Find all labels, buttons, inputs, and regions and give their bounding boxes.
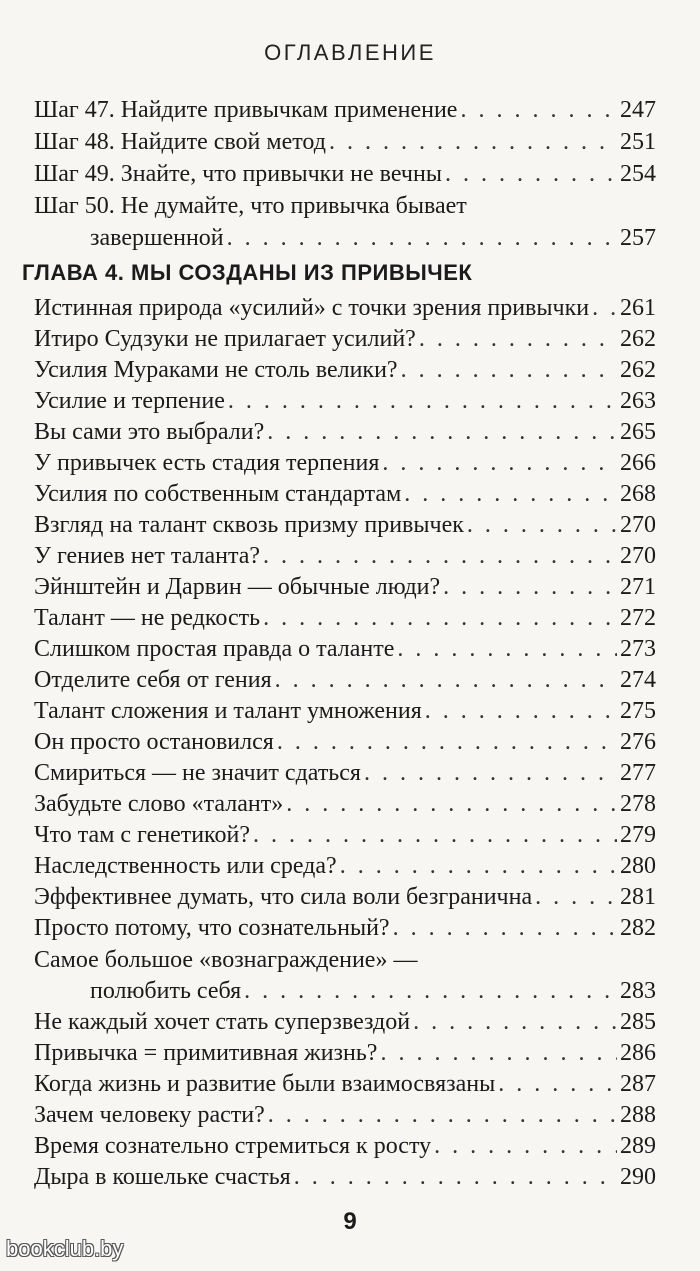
- leader-dots: [244, 976, 617, 1006]
- toc-entry-title: Усилие и терпение: [34, 388, 225, 414]
- watermark: bookclub.by: [6, 1236, 124, 1261]
- toc-entry-title: Когда жизнь и развитие были взаимосвязаны: [34, 1071, 496, 1097]
- toc-entry-page: 251: [620, 129, 656, 155]
- leader-dots: [228, 386, 617, 416]
- toc-entry-page: 254: [620, 161, 656, 187]
- toc-entry-title: Зачем человеку расти?: [34, 1102, 265, 1128]
- toc-entry-title: У привычек есть стадия терпения: [34, 450, 380, 476]
- toc-entry: [34, 127, 656, 157]
- toc-entry: [34, 882, 656, 912]
- toc-entry-page: 271: [620, 574, 656, 600]
- toc-entry-page: 283: [620, 978, 656, 1004]
- leader-dots: [263, 541, 617, 571]
- toc-entry-page: 257: [620, 225, 656, 251]
- toc-entry-page: 275: [620, 698, 656, 724]
- toc-entry-title: Усилия Мураками не столь велики?: [34, 357, 398, 383]
- toc-entry-page: 277: [620, 760, 656, 786]
- toc-entry-page: 262: [620, 326, 656, 352]
- toc-entry-title: У гениев нет таланта?: [34, 543, 261, 569]
- toc-entry-page: 265: [620, 419, 656, 445]
- leader-dots: [460, 95, 617, 125]
- toc-entry-title: Шаг 48. Найдите свой метод: [34, 129, 326, 155]
- toc-entry-page: 285: [620, 1009, 656, 1035]
- toc-entry-page: 266: [620, 450, 656, 476]
- toc-entry: [34, 324, 656, 354]
- toc-entry: [34, 789, 656, 819]
- leader-dots: [434, 1131, 617, 1161]
- toc-entry-title: Слишком простая правда о таланте: [34, 636, 395, 662]
- toc-entry: [34, 1100, 656, 1130]
- toc-entry: [34, 417, 656, 447]
- toc-entry-title: Не каждый хочет стать суперзвездой: [34, 1009, 411, 1035]
- toc-entry-page: 279: [620, 822, 656, 848]
- leader-dots: [329, 127, 617, 157]
- toc-entry-page: 247: [620, 97, 656, 123]
- leader-dots: [340, 851, 617, 881]
- toc-entry: [34, 1131, 656, 1161]
- toc-entry-page: 280: [620, 853, 656, 879]
- leader-dots: [401, 355, 617, 385]
- toc-entry: [34, 1162, 656, 1192]
- toc-entry: [34, 293, 656, 323]
- leader-dots: [592, 293, 617, 323]
- toc-entry-title: Усилия по собственным стандартам: [34, 481, 402, 507]
- toc-entry: [34, 191, 656, 221]
- toc-entry: [34, 572, 656, 602]
- toc-entry: [34, 851, 656, 881]
- leader-dots: [263, 603, 617, 633]
- toc-entry-title: Смириться — не значит сдаться: [34, 760, 361, 786]
- toc-entry-title: Просто потому, что сознательный?: [34, 915, 390, 941]
- leader-dots: [286, 789, 617, 819]
- toc-entry-page: 272: [620, 605, 656, 631]
- toc-entry: [34, 696, 656, 726]
- toc-entry-page: 289: [620, 1133, 656, 1159]
- toc-entry: [34, 510, 656, 540]
- leader-dots: [382, 448, 617, 478]
- toc-entry-page: 288: [620, 1102, 656, 1128]
- toc-entry: [34, 603, 656, 633]
- toc-entry-continuation: [90, 976, 656, 1006]
- leader-dots: [443, 572, 617, 602]
- toc-entry-page: 282: [620, 915, 656, 941]
- toc-entry: [34, 1007, 656, 1037]
- toc-entry-page: 276: [620, 729, 656, 755]
- leader-dots: [294, 1162, 617, 1192]
- toc-entry-title: Итиро Судзуки не прилагает усилий?: [34, 326, 416, 352]
- toc-entry: [34, 448, 656, 478]
- toc-entry-title: Вы сами это выбрали?: [34, 419, 265, 445]
- toc-entry-page: 286: [620, 1040, 656, 1066]
- running-header: ОГЛАВЛЕНИЕ: [264, 40, 436, 65]
- toc-entry-title: завершенной: [90, 225, 224, 251]
- toc-entry: [34, 1038, 656, 1068]
- toc-entry: [34, 386, 656, 416]
- toc-entry-title: Эффективнее думать, что сила воли безгранична: [34, 884, 533, 910]
- toc-entry-page: 273: [620, 636, 656, 662]
- leader-dots: [393, 913, 617, 943]
- toc-entry-page: 290: [620, 1164, 656, 1190]
- toc-entry: [34, 820, 656, 850]
- toc-entry-title: полюбить себя: [90, 978, 242, 1004]
- leader-dots: [419, 324, 617, 354]
- toc-entry: [34, 95, 656, 125]
- toc-entry-title: Забудьте слово «талант»: [34, 791, 284, 817]
- toc-entry-title: Талант сложения и талант умножения: [34, 698, 422, 724]
- leader-dots: [397, 634, 617, 664]
- toc-entry: [34, 665, 656, 695]
- toc-entry-title: Привычка = примитивная жизнь?: [34, 1040, 378, 1066]
- leader-dots: [535, 882, 617, 912]
- toc-entry-page: 278: [620, 791, 656, 817]
- toc-entry: [34, 913, 656, 943]
- leader-dots: [413, 1007, 617, 1037]
- toc-entry: [34, 1069, 656, 1099]
- toc-entry-title: Что там с генетикой?: [34, 822, 250, 848]
- leader-dots: [268, 1100, 617, 1130]
- leader-dots: [445, 159, 617, 189]
- chapter-heading: ГЛАВА 4. МЫ СОЗДАНЫ ИЗ ПРИВЫЧЕК: [22, 260, 473, 285]
- toc-entry-page: 263: [620, 388, 656, 414]
- toc-entry: [34, 159, 656, 189]
- toc-entry: [34, 758, 656, 788]
- toc-entry-page: 262: [620, 357, 656, 383]
- leader-dots: [498, 1069, 617, 1099]
- toc-entry-title: Время сознательно стремиться к росту: [34, 1133, 432, 1159]
- leader-dots: [277, 727, 617, 757]
- toc-entry-title: Истинная природа «усилий» с точки зрения привычки: [34, 295, 590, 321]
- leader-dots: [267, 417, 617, 447]
- toc-entry-title: Самое большое «вознаграждение» —: [34, 947, 418, 973]
- toc-entry-page: 287: [620, 1071, 656, 1097]
- leader-dots: [425, 696, 617, 726]
- toc-entry: [34, 355, 656, 385]
- leader-dots: [404, 479, 617, 509]
- page-number: 9: [343, 1208, 357, 1235]
- toc-entry-title: Шаг 50. Не думайте, что привычка бывает: [34, 193, 467, 219]
- leader-dots: [275, 665, 617, 695]
- toc-entry: [34, 727, 656, 757]
- leader-dots: [253, 820, 617, 850]
- toc-entry: [34, 541, 656, 571]
- toc-entry-title: Дыра в кошельке счастья: [34, 1164, 291, 1190]
- toc-entry: [34, 479, 656, 509]
- toc-entry-page: 274: [620, 667, 656, 693]
- toc-entry-title: Шаг 49. Знайте, что привычки не вечны: [34, 161, 442, 187]
- toc-entry-title: Шаг 47. Найдите привычкам применение: [34, 97, 458, 123]
- toc-entry-page: 261: [620, 295, 656, 321]
- toc-entry-page: 270: [620, 543, 656, 569]
- toc-entry: [34, 634, 656, 664]
- toc-entry: [34, 945, 656, 975]
- toc-entry-title: Наследственность или среда?: [34, 853, 337, 879]
- toc-entry-title: Взгляд на талант сквозь призму привычек: [34, 512, 464, 538]
- toc-entry-page: 268: [620, 481, 656, 507]
- toc-entry-continuation: [90, 223, 656, 253]
- toc-entry-page: 270: [620, 512, 656, 538]
- leader-dots: [380, 1038, 617, 1068]
- leader-dots: [227, 223, 617, 253]
- leader-dots: [364, 758, 617, 788]
- toc-entry-title: Он просто остановился: [34, 729, 274, 755]
- leader-dots: [467, 510, 617, 540]
- toc-entry-title: Отделите себя от гения: [34, 667, 272, 693]
- toc-entry-title: Талант — не редкость: [34, 605, 261, 631]
- toc-entry-page: 281: [620, 884, 656, 910]
- toc-entry-title: Эйнштейн и Дарвин — обычные люди?: [34, 574, 441, 600]
